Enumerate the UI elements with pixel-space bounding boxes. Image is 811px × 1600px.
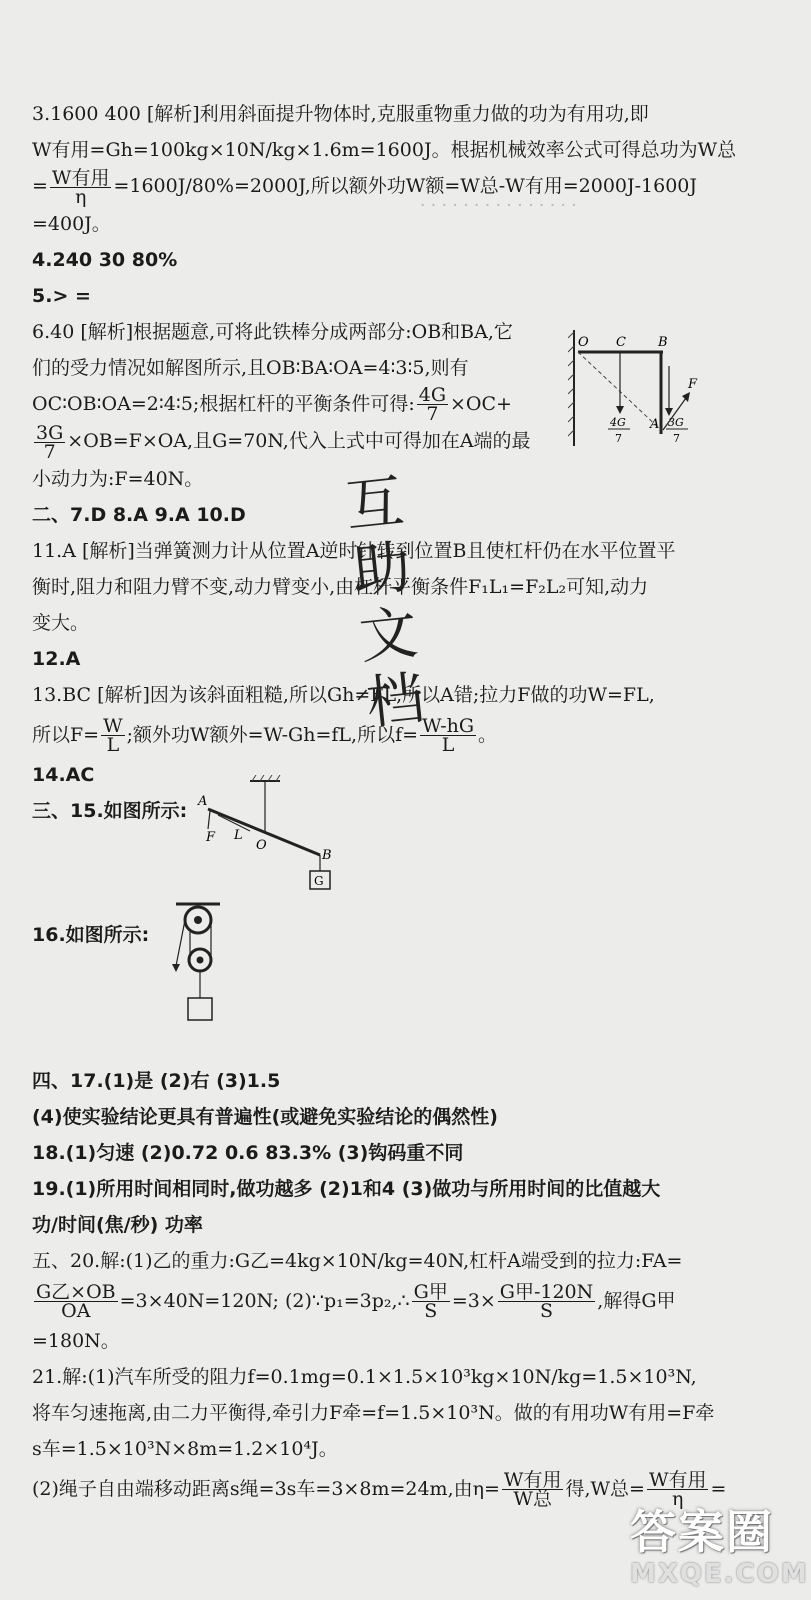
arrow-head: [665, 408, 673, 416]
fraction: W有用 η: [51, 166, 110, 208]
q11-line1: 11.A [解析]当弹簧测力计从位置A逆时针转到位置B且使杠杆仍在水平位置平: [32, 539, 676, 562]
label-o: O: [578, 335, 589, 350]
q19-line1: 19.(1)所用时间相同时,做功越多 (2)1和4 (3)做功与所用时间的比值越大: [32, 1177, 661, 1200]
pulley-axle: [197, 957, 204, 964]
label-7: 7: [615, 432, 622, 445]
watermark-char: 文: [356, 597, 421, 672]
q5-answer: 5.> =: [32, 284, 91, 307]
pulley-diagram: [168, 900, 238, 1025]
label-b: B: [658, 335, 668, 350]
fraction: W有用 W总: [503, 1469, 562, 1510]
fraction: $\frac{W-hG}{L}$: [422, 715, 475, 756]
label-o: O: [256, 838, 267, 853]
fraction: G甲 S: [413, 1281, 448, 1322]
q6-line2: 们的受力情况如解图所示,且OB∶BA∶OA=4∶3∶5,则有: [32, 356, 469, 379]
q14-answer: 14.AC: [32, 763, 95, 786]
q16-label: 16.如图所示:: [32, 923, 150, 946]
label-f: F: [206, 830, 216, 845]
load-box: [188, 998, 212, 1020]
q3-line2: W有用=Gh=100kg×10N/kg×1.6m=1600J。根据机械效率公式可得总功为W总: [32, 139, 737, 161]
q15-diagram: [190, 775, 350, 895]
lever-diagram: [568, 322, 708, 462]
q21-line3: s车=1.5×10³N×8m=1.2×10⁴J。: [32, 1437, 338, 1460]
q11-line2: 衡时,阻力和阻力臂不变,动力臂变小,由杠杆平衡条件F₁L₁=F₂L₂可知,动力: [32, 575, 649, 598]
watermark-char: 互: [342, 466, 408, 541]
fraction: W有用 η: [648, 1469, 707, 1510]
bleed-through-text: · · · · · · · · · · · · · · ·: [420, 196, 577, 216]
q6-line5: 小动力为:F=40N。: [32, 467, 204, 490]
fraction: $\frac{4G}{7}$: [418, 384, 447, 425]
label-g: G: [314, 874, 324, 888]
label-4g: 4G: [610, 416, 626, 429]
fraction: $\frac{W}{L}$: [103, 715, 123, 756]
q15-label: 三、15.如图所示:: [32, 799, 188, 822]
q19-line2: 功/时间(焦/秒) 功率: [32, 1213, 203, 1236]
q21-line2: 将车匀速拖离,由二力平衡得,牵引力F牵=f=1.5×10³N。做的有用功W有用=F牵: [32, 1401, 715, 1424]
arrow-head: [616, 406, 624, 414]
pulley-axle: [194, 916, 202, 924]
q6-line1: 6.40 [解析]根据题意,可将此铁棒分成两部分:OB和BA,它: [32, 320, 513, 343]
label-l: L: [234, 828, 243, 843]
label-3g: 3G: [668, 416, 684, 429]
watermark-char: 助: [349, 532, 414, 607]
rope-free-end: [176, 920, 185, 966]
fraction: $\frac{3G}{7}$: [36, 421, 64, 463]
arrow-head: [172, 964, 180, 972]
label-b: B: [322, 848, 332, 863]
q20-line1: 五、20.解:(1)乙的重力:G乙=4kg×10N/kg=40N,杠杆A端受到的拉力:FA=: [32, 1249, 683, 1272]
fraction: G乙×OB OA: [36, 1281, 116, 1322]
q3-line3: = W有用 η =1600J/80%=2000J,所以额外功W额=W总-W有用=2000J-1600J: [32, 166, 697, 208]
q6-line4: $\frac{3G}{7}$ ×OB=F×OA,且G=70N,代入上式中可得加在A端的最: [36, 421, 531, 463]
label-a: A: [198, 794, 208, 809]
fraction: G甲-120N S: [499, 1281, 594, 1322]
label-a: A: [650, 417, 660, 432]
q17-line2: (4)使实验结论更具有普遍性(或避免实验结论的偶然性): [32, 1105, 498, 1128]
watermark-char: 档: [362, 663, 428, 738]
q17-line1: 四、17.(1)是 (2)右 (3)1.5: [32, 1069, 281, 1092]
section2-answers: 二、7.D 8.A 9.A 10.D: [32, 503, 246, 526]
q12-answer: 12.A: [32, 647, 81, 670]
site-logo: [630, 1505, 809, 1595]
q20-line2: G乙×OB OA =3×40N=120N; (2)∵p₁=3p₂,∴ G甲 S =3× G甲-120N S ,解得G甲: [36, 1281, 676, 1322]
q3-line4: =400J。: [32, 212, 111, 235]
logo-text: 答案圈: [630, 1505, 774, 1559]
q20-line3: =180N。: [32, 1329, 120, 1352]
force-f: [208, 811, 210, 829]
q3-line1: 3.1600 400 [解析]利用斜面提升物体时,克服重物重力做的功为有用功,即: [32, 103, 649, 125]
label-f: F: [688, 377, 698, 392]
arrow-head: [682, 392, 690, 402]
q21-line4: (2)绳子自由端移动距离s绳=3s车=3×8m=24m,由η= W有用 W总 得,W总= W有用 η =: [32, 1469, 727, 1510]
q18-answer: 18.(1)匀速 (2)0.72 0.6 83.3% (3)钩码重不同: [32, 1141, 464, 1164]
label-c: C: [616, 335, 626, 350]
q11-line3: 变大。: [32, 611, 90, 634]
q13-line1: 13.BC [解析]因为该斜面粗糙,所以Gh≠FL,所以A错;拉力F做的功W=FL,: [32, 683, 655, 706]
q4-answer: 4.240 30 80%: [32, 248, 178, 271]
logo-url: MXQE.COM: [630, 1559, 809, 1589]
q6-line3: OC∶OB∶OA=2∶4∶5;根据杠杆的平衡条件可得: $\frac{4G}{7}$ ×OC+: [32, 384, 512, 425]
label-7: 7: [673, 432, 680, 445]
q13-line2: 所以F= $\frac{W}{L}$ ;额外功W额外=W-Gh=fL,所以f= $\frac{W-hG}{L}$ 。: [32, 715, 498, 756]
answer-column: [32, 96, 784, 1511]
q21-line1: 21.解:(1)汽车所受的阻力f=0.1mg=0.1×1.5×10³kg×10N/kg=1.5×10³N,: [32, 1365, 697, 1388]
